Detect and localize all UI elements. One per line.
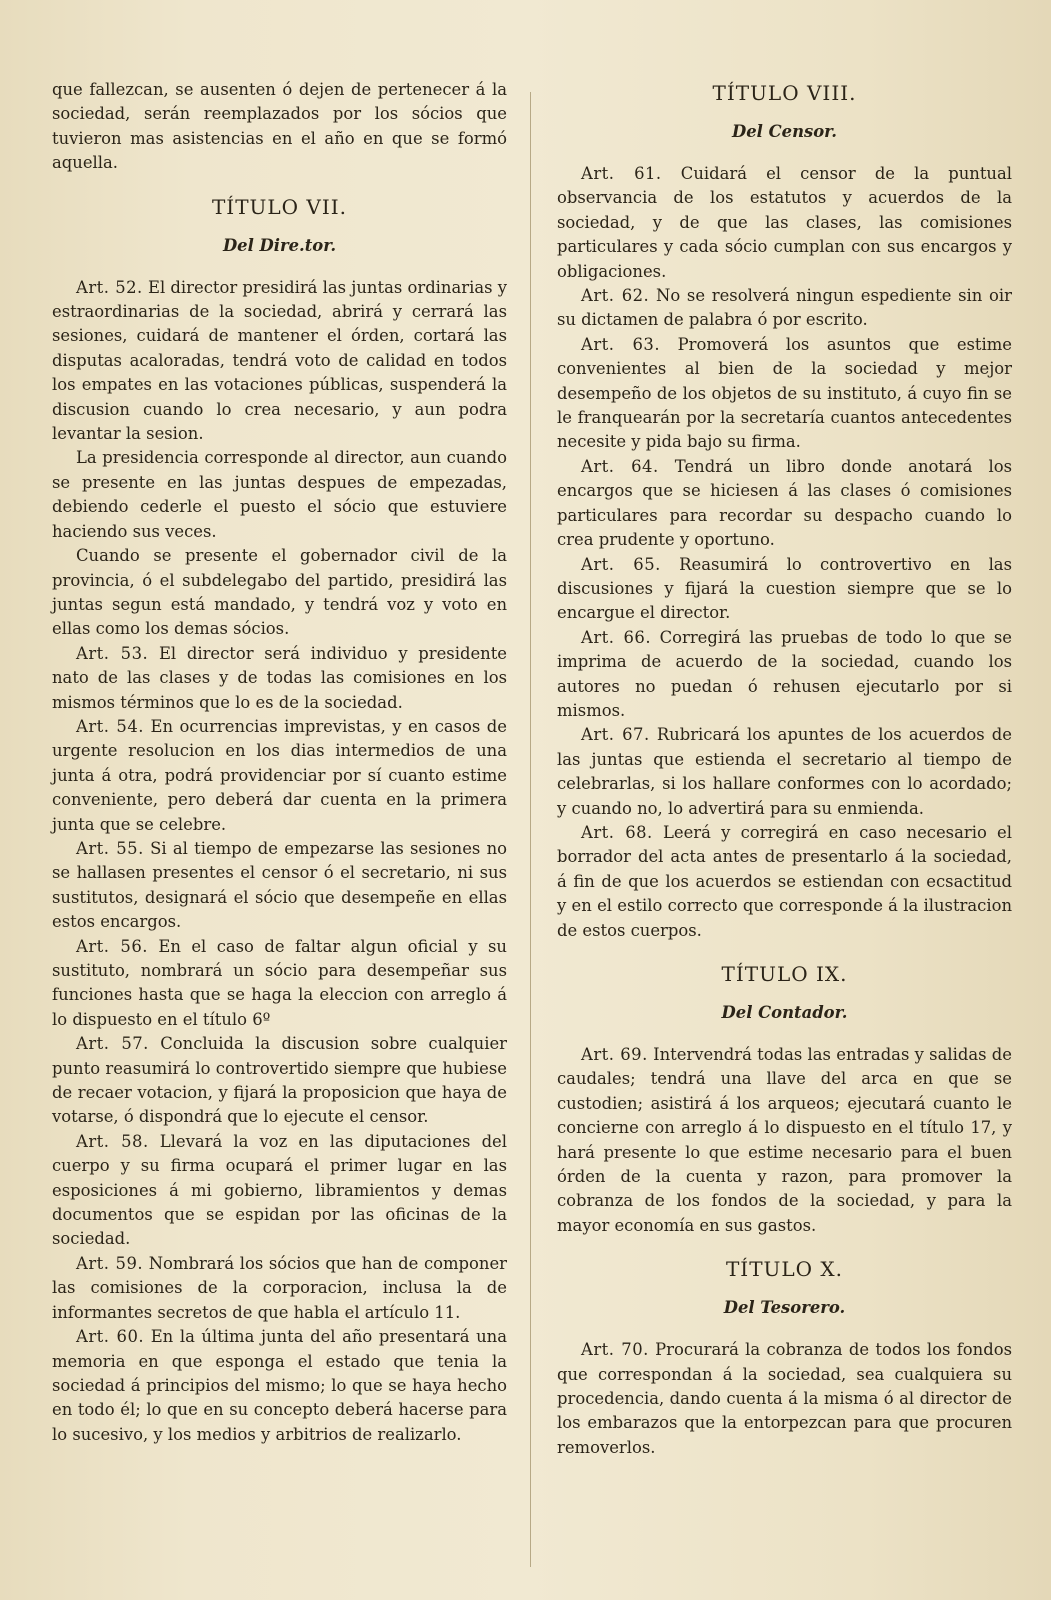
article-text: Leerá y corregirá en caso necesario el borrador del acta antes de presentarlo á la sociedad, á fin de que los acuerdos se estiendan con ecsactitud y en el estilo correcto que corresponde á la ilustracion de estos cuerpos. xyxy=(557,822,1012,940)
article-65 xyxy=(557,553,1012,626)
article-text: En el caso de faltar algun oficial y su sustituto, nombrará un sócio para desempeñar sus funciones hasta que se haga la eleccion con arreglo á lo dispuesto en el título 6º xyxy=(52,936,507,1029)
article-label: Art. 63. xyxy=(581,334,661,354)
article-text: No se resolverá ningun espediente sin oir su dictamen de palabra ó por escrito. xyxy=(557,286,1012,330)
article-59 xyxy=(52,1252,507,1325)
article-label: Art. 70. xyxy=(581,1340,649,1360)
article-text: Corregirá las pruebas de todo lo que se imprima de acuerdo de la sociedad, cuando los autores no puedan ó rehusen ejecutarlo por si mismos. xyxy=(557,627,1012,720)
article-text: Reasumirá lo controvertivo en las discusiones y fijará la cuestion siempre que se lo encargue el director. xyxy=(557,554,1012,623)
article-label: Art. 58. xyxy=(76,1131,149,1151)
column-divider xyxy=(530,92,531,1567)
article-66 xyxy=(557,626,1012,724)
article-label: Art. 60. xyxy=(76,1327,145,1347)
article-label: Art. 59. xyxy=(76,1253,144,1273)
article-63 xyxy=(557,333,1012,455)
article-54 xyxy=(52,715,507,837)
article-label: Art. 65. xyxy=(581,554,661,574)
section-subtitle-tesorero: Del Tesorero. xyxy=(723,1298,846,1318)
section-subtitle-director: Del Dire.tor. xyxy=(222,235,337,255)
article-label: Art. 61. xyxy=(581,164,662,183)
article-label: Art. 52. xyxy=(76,277,143,297)
article-label: Art. 68. xyxy=(581,822,653,842)
article-text: Nombrará los sócios que han de componer las comisiones de la corporacion, inclusa la de informantes secretos de que habla el artículo 11. xyxy=(52,1253,507,1322)
article-text: Concluida la discusion sobre cualquier punto reasumirá lo controvertido siempre que hubiese de recaer votacion, y fijará la proposicion que haya de votarse, ó dispondrá que lo ejecute el censor. xyxy=(52,1034,507,1127)
article-text: Tendrá un libro donde anotará los encargos que se hiciesen á las clases ó comisiones particulares para recordar su despacho cuando lo crea prudente y oportuno. xyxy=(557,456,1012,550)
section-subtitle-censor: Del Censor. xyxy=(732,122,837,141)
article-label: Art. 57. xyxy=(76,1034,149,1054)
article-label: Art. 56. xyxy=(76,936,148,956)
article-label: Art. 55. xyxy=(76,838,144,858)
right-column xyxy=(557,78,1012,1460)
article-text: El director será individuo y presidente nato de las clases y de todas las comisiones en los mismos términos que lo es de la sociedad. xyxy=(52,643,507,712)
section-subtitle-contador: Del Contador. xyxy=(721,1003,848,1022)
article-label: Art. 67. xyxy=(581,725,650,745)
left-column xyxy=(52,78,507,1447)
article-53 xyxy=(52,642,507,715)
article-61 xyxy=(557,162,1012,284)
article-56 xyxy=(52,935,507,1033)
article-text: La presidencia corresponde al director, aun cuando se presente en las juntas despues de empezadas, debiendo cederle el puesto el sócio que estuviere haciendo sus veces. xyxy=(52,448,507,541)
article-text: Rubricará los apuntes de los acuerdos de las juntas que estienda el secretario al tiempo de celebrarlas, si los hallare conformes con lo acordado; y cuando no, lo advertirá para su enmienda. xyxy=(557,725,1012,818)
section-title-vii: TÍTULO VII. xyxy=(211,194,348,219)
article-text: Procurará la cobranza de todos los fondos que correspondan á la sociedad, sea cualquiera su procedencia, dando cuenta á la misma ó al director de los embarazos que la entorpezcan para que procuren removerlos. xyxy=(557,1340,1012,1457)
article-text: Promoverá los asuntos que estime convenientes al bien de la sociedad y mejor desempeño de los objetos de su instituto, á cuyo fin se le franquearán por la secretaría cuantos antecedentes necesite y pida bajo su firma. xyxy=(557,334,1012,452)
article-58 xyxy=(52,1130,507,1252)
paragraph-presidencia xyxy=(52,446,507,544)
article-text: En la última junta del año presentará una memoria en que esponga el estado que tenia la sociedad á principios del mismo; lo que se haya hecho en todo él; lo que en su concepto deberá hacerse para lo sucesivo, y los medios y arbitrios de realizarlo. xyxy=(52,1327,507,1444)
article-label: Art. 69. xyxy=(581,1045,648,1064)
article-label: Art. 66. xyxy=(581,627,652,647)
section-title-viii: TÍTULO VIII. xyxy=(712,81,857,105)
article-text: Cuidará el censor de la puntual observancia de los estatutos y acuerdos de la sociedad, y de que las clases, las comisiones particulares y cada sócio cumplan con sus encargos y obligaciones. xyxy=(557,164,1013,281)
article-label: Art. 62. xyxy=(581,286,650,306)
article-text: Cuando se presente el gobernador civil de la provincia, ó el subdelegabo del partido, presidirá las juntas segun está mandado, y tendrá voz y voto en ellas como los demas sócios. xyxy=(52,546,507,639)
article-57 xyxy=(52,1032,507,1130)
article-text: En ocurrencias imprevistas, y en casos de urgente resolucion en los dias intermedios de una junta á otra, podrá providenciar por sí cuanto estime conveniente, pero deberá dar cuenta en la primera junta que se celebre. xyxy=(52,716,507,834)
intro-paragraph: que fallezcan, se ausenten ó dejen de pertenecer á la sociedad, serán reemplazados por los sócios que tuvieron mas asistencias en el año en que se formó aquella. xyxy=(52,80,507,173)
article-label: Art. 64. xyxy=(581,456,659,476)
article-label: Art. 53. xyxy=(76,643,149,663)
section-title-ix: TÍTULO IX. xyxy=(721,962,848,986)
article-67 xyxy=(557,723,1012,821)
article-70 xyxy=(557,1338,1012,1460)
section-title-x: TÍTULO X. xyxy=(725,1257,844,1282)
article-52 xyxy=(52,276,507,447)
paragraph-gobernador xyxy=(52,544,507,642)
article-55 xyxy=(52,837,507,935)
article-label: Art. 54. xyxy=(76,716,145,736)
article-64 xyxy=(557,455,1012,553)
article-69 xyxy=(557,1043,1012,1238)
article-text: Llevará la voz en las diputaciones del cuerpo y su firma ocupará el primer lugar en las esposiciones á mi gobierno, libramientos y demas documentos que se espidan por las oficinas de la sociedad. xyxy=(52,1131,507,1249)
article-text: Si al tiempo de empezarse las sesiones no se hallasen presentes el censor ó el secretario, ni sus sustitutos, designará el sócio que desempeñe en ellas estos encargos. xyxy=(52,838,508,932)
article-text: El director presidirá las juntas ordinarias y estraordinarias de la sociedad, abrirá y cerrará las sesiones, cuidará de mantener el órden, cortará las disputas acaloradas, tendrá voto de calidad en todos los empates en las votaciones públicas, suspenderá la discusion cuando lo crea necesario, y aun podra levantar la sesion. xyxy=(52,277,507,444)
article-68 xyxy=(557,821,1012,943)
article-62 xyxy=(557,284,1012,333)
article-text: Intervendrá todas las entradas y salidas de caudales; tendrá una llave del arca en que se custodien; asistirá á los arqueos; ejecutará cuanto le concierne con arreglo á lo dispuesto en el título 17, y hará presente lo que estime necesario para el buen órden de la cuenta y razon, para promover la cobranza de los fondos de la sociedad, y para la mayor economía en sus gastos. xyxy=(557,1045,1012,1235)
article-60 xyxy=(52,1325,507,1447)
